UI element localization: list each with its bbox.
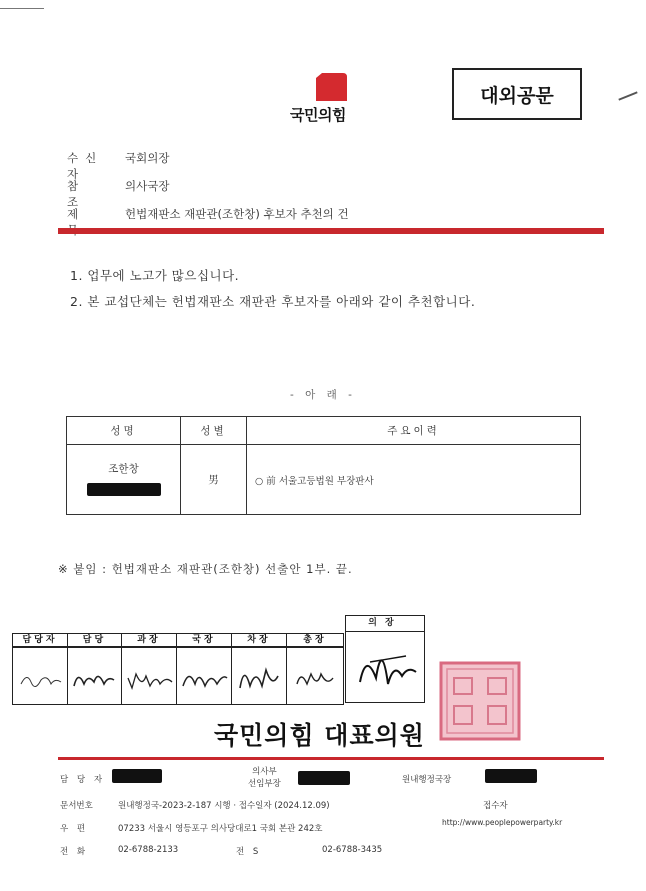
phone: 02-6788-2133 [118, 845, 179, 855]
candidate-name-cell [67, 445, 181, 515]
chair-signature [346, 632, 424, 702]
approval-sign-row [12, 647, 344, 705]
approval-header-row [12, 633, 344, 647]
phone-label: 전 화 [60, 847, 89, 857]
col-gender-header: 성별 [181, 417, 247, 445]
website: http://www.peoplepowerparty.kr [442, 818, 563, 827]
scan-mark [0, 8, 44, 9]
signature [286, 647, 344, 705]
signature [176, 647, 232, 705]
secretary-label-line-1: 의사부 [252, 767, 277, 777]
candidate-gender: 男 [181, 445, 247, 515]
below-heading: - 아 래 - [290, 389, 356, 401]
recipient-value: 국회의장 [125, 151, 170, 165]
body-line-1: 1. 업무에 노고가 많으십니다. [70, 268, 240, 283]
representative-title: 국민의힘 대표의원 [214, 721, 425, 750]
table-header-row [67, 417, 581, 445]
subject-value: 헌법재판소 재판관(조한창) 후보자 추천의 건 [125, 207, 349, 221]
chair-label: 의장 [346, 616, 424, 632]
receiver-label: 접수자 [483, 801, 508, 811]
signature [231, 647, 287, 705]
fax: 02-6788-3435 [322, 845, 383, 855]
redacted-block [112, 769, 162, 783]
chair-approval-box [345, 615, 425, 703]
party-logo-icon [314, 72, 348, 102]
redacted-block [298, 771, 350, 785]
col-career-header: 주요이력 [247, 417, 581, 445]
scan-mark [618, 91, 637, 100]
candidate-name: 조한창 [108, 462, 139, 475]
approval-role: 총장 [286, 633, 344, 647]
footer-divider [58, 757, 604, 760]
document-type-box [452, 68, 582, 120]
official-seal-icon [438, 660, 522, 742]
signature [12, 647, 68, 705]
header-divider [58, 228, 604, 234]
approval-role: 과장 [121, 633, 177, 647]
approval-role: 담당자 [12, 633, 68, 647]
approval-role: 담당 [67, 633, 122, 647]
attachment-note: ※ 붙임 : 헌법재판소 재판관(조한창) 선출안 1부. 끝. [58, 562, 353, 576]
body-line-2: 2. 본 교섭단체는 헌법재판소 재판관 후보자를 아래와 같이 추천합니다. [70, 294, 476, 309]
approval-role: 차장 [231, 633, 287, 647]
approval-role: 국장 [176, 633, 232, 647]
signature [121, 647, 177, 705]
reference-value: 의사국장 [125, 179, 170, 193]
redacted-block [485, 769, 537, 783]
subject-label: 제 [67, 207, 101, 221]
party-name: 국민의힘 [290, 106, 346, 124]
document-type-label: 대외공문 [480, 84, 554, 107]
address-label: 우 편 [60, 824, 89, 834]
reference-label: 참조 [67, 179, 101, 209]
signature [67, 647, 122, 705]
table-row [67, 445, 581, 515]
redacted-block [87, 483, 161, 496]
doc-number-label: 문서번호 [60, 801, 93, 811]
col-name-header: 성명 [67, 417, 181, 445]
candidate-table [66, 416, 581, 515]
doc-number: 원내행정국-2023-2-187 시행 · 접수일자 (2024.12.09) [118, 801, 330, 811]
secretary-label-line-2: 선임부장 [248, 779, 281, 789]
fax-label: 전 S [236, 847, 262, 857]
approval-grid [12, 615, 402, 705]
staff-label: 담 당 자 [60, 775, 106, 785]
recipient-label: 수신자 [67, 151, 104, 181]
candidate-career: ○ 前 서울고등법원 부장판사 [247, 445, 581, 515]
office-label: 원내행정국장 [402, 775, 452, 785]
secretary-label [248, 766, 281, 790]
address: 07233 서울시 영등포구 의사당대로1 국회 본관 242호 [118, 824, 323, 834]
